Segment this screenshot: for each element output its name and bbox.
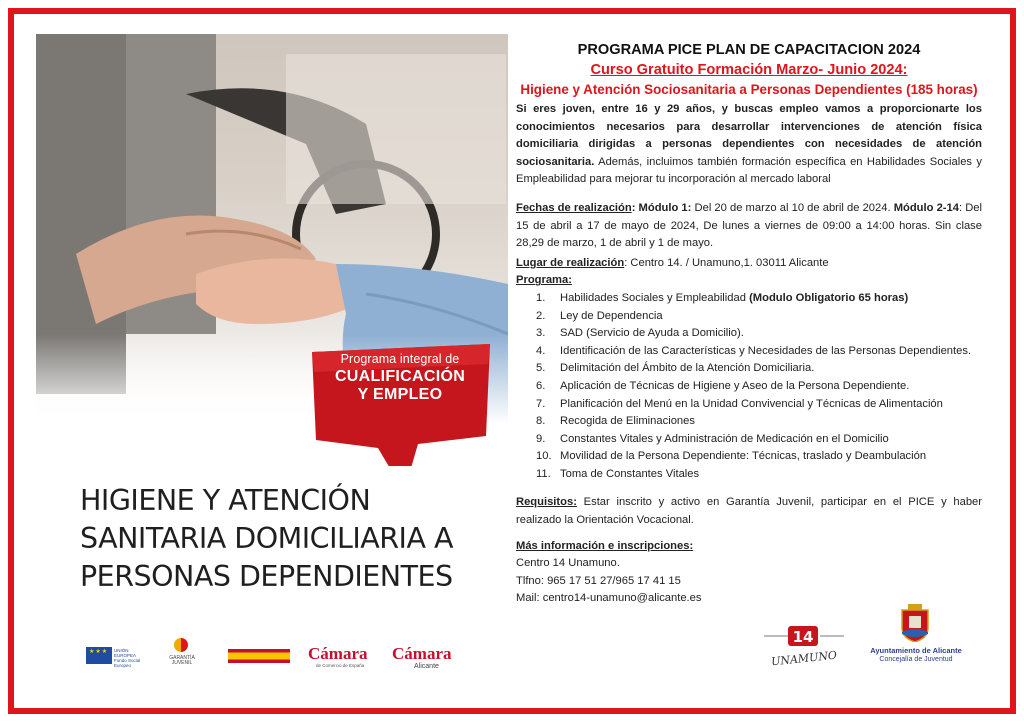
list-item: 3. SAD (Servicio de Ayuda a Domicilio). <box>536 327 744 340</box>
camara-alicante-sub: Alicante <box>414 663 439 670</box>
unamuno-number: 14 <box>792 628 814 646</box>
gobierno-espana-logo <box>228 636 290 670</box>
centro-14-unamuno-logo <box>762 618 846 670</box>
camara-alicante-logo <box>392 636 464 670</box>
ayto-line-2: Concejalía de Juventud <box>879 656 953 663</box>
badge-line-3: Y EMPLEO <box>357 386 443 403</box>
garantia-juvenil-icon <box>174 638 188 652</box>
list-item: 5. Delimitación del Ámbito de la Atención Domiciliaria. <box>536 362 815 375</box>
contact-label: Más información e inscripciones: <box>516 539 694 552</box>
module1-dates: Del 20 de marzo al 10 de abril de 2024. <box>691 201 894 214</box>
badge-line-2: CUALIFICACIÓN <box>334 368 466 385</box>
list-item: 1. Habilidades Sociales y Empleabilidad (Modulo Obligatorio 65 horas) <box>536 291 909 304</box>
program-label: Programa: <box>516 274 572 287</box>
contact-email[interactable]: Mail: centro14-unamuno@alicante.es <box>516 592 702 605</box>
module2-label: Módulo 2-14 <box>893 201 959 214</box>
course-details <box>516 40 982 608</box>
module1-label: Módulo 1: <box>638 201 692 214</box>
headline-line-2: SANITARIA DOMICILIARIA A <box>80 522 454 555</box>
contact-center: Centro 14 Unamuno. <box>516 557 620 570</box>
list-item: 4. Identificación de las Características y Necesidades de las Personas Dependientes. <box>536 344 972 357</box>
camara-espana-sub: de Comercio de España <box>316 663 365 668</box>
eu-logo-text: UNIÓN EUROPEA Fondo Social Europeo <box>114 648 141 668</box>
program-list <box>516 290 982 484</box>
badge-line-1: Programa integral de <box>340 352 460 366</box>
course-subtitle: Curso Gratuito Formación Marzo- Junio 2024: <box>590 62 908 78</box>
alicante-shield-icon <box>900 604 930 642</box>
location-label: Lugar de realización <box>516 256 625 269</box>
course-dates <box>516 200 982 253</box>
dates-colon: : <box>631 201 636 214</box>
garantia-juvenil-logo <box>166 636 198 670</box>
eu-flag-icon <box>86 647 112 664</box>
contact-info <box>516 538 982 608</box>
camara-espana-logo <box>308 636 380 670</box>
sponsor-logos <box>86 636 466 670</box>
camara-alicante-text: Cámara <box>392 644 452 663</box>
program-title: PROGRAMA PICE PLAN DE CAPACITACION 2024 <box>577 42 921 58</box>
ayuntamiento-alicante-logo <box>866 604 966 668</box>
intro-rest: Además, incluimos también formación específica en Habilidades Sociales y Empleabilidad para mejorar tu incorporación al mercado laboral <box>516 155 982 186</box>
promo-badge-text <box>312 352 488 404</box>
requirements <box>516 494 982 529</box>
ayto-line-1: Ayuntamiento de Alicante <box>870 646 962 655</box>
list-item: 6. Aplicación de Técnicas de Higiene y Aseo de la Persona Dependiente. <box>536 379 910 392</box>
course-name: Higiene y Atención Sociosanitaria a Personas Dependientes (185 horas) <box>520 82 978 97</box>
list-item: 8. Recogida de Eliminaciones <box>536 415 695 428</box>
list-item: 7. Planificación del Menú en la Unidad Convivencial y Técnicas de Alimentación <box>536 397 943 410</box>
list-item: 9. Constantes Vitales y Administración de Medicación en el Domicilio <box>536 432 889 445</box>
location-value: : Centro 14. / Unamuno,1. 03011 Alicante <box>624 256 829 269</box>
requirements-label: Requisitos: <box>516 496 577 509</box>
course-headline <box>80 482 500 596</box>
unamuno-text: UNAMUNO <box>770 648 838 669</box>
module2-dates: : Del 15 de abril a 17 de mayo de 2024, De lunes a viernes de 09:00 a 14:00 horas. Sin clase 28,29 de marzo, 1 de abril y 1 de mayo. <box>516 201 982 250</box>
requirements-text: Estar inscrito y activo en Garantía Juvenil, participar en el PICE y haber realizado la Orientación Vocacional. <box>516 496 982 527</box>
course-location <box>516 255 982 273</box>
contact-phone[interactable]: Tlfno: 965 17 51 27/965 17 41 15 <box>516 574 681 587</box>
headline-line-3: PERSONAS DEPENDIENTES <box>80 560 453 593</box>
spain-flag-icon <box>228 649 290 663</box>
eu-logo <box>86 636 148 670</box>
dates-label: Fechas de realización <box>516 201 632 214</box>
list-item: 10. Movilidad de la Persona Dependiente: Técnicas, traslado y Deambulación <box>536 450 927 463</box>
intro-bold: Si eres joven, entre 16 y 29 años, y buscas empleo vamos a proporcionarte los conocimientos necesarios para desarrollar intervenciones de atención física domiciliaria dirigidas a personas dependientes con necesidades de atención sociosanitaria. <box>516 103 982 168</box>
course-intro <box>516 101 982 189</box>
list-item: 2. Ley de Dependencia <box>536 309 663 322</box>
list-item: 11. Toma de Constantes Vitales <box>536 467 700 480</box>
headline-line-1: HIGIENE Y ATENCIÓN <box>80 484 371 517</box>
camara-espana-text: Cámara <box>308 644 368 663</box>
garantia-juvenil-text: GARANTÍA JUVENIL <box>169 655 195 666</box>
